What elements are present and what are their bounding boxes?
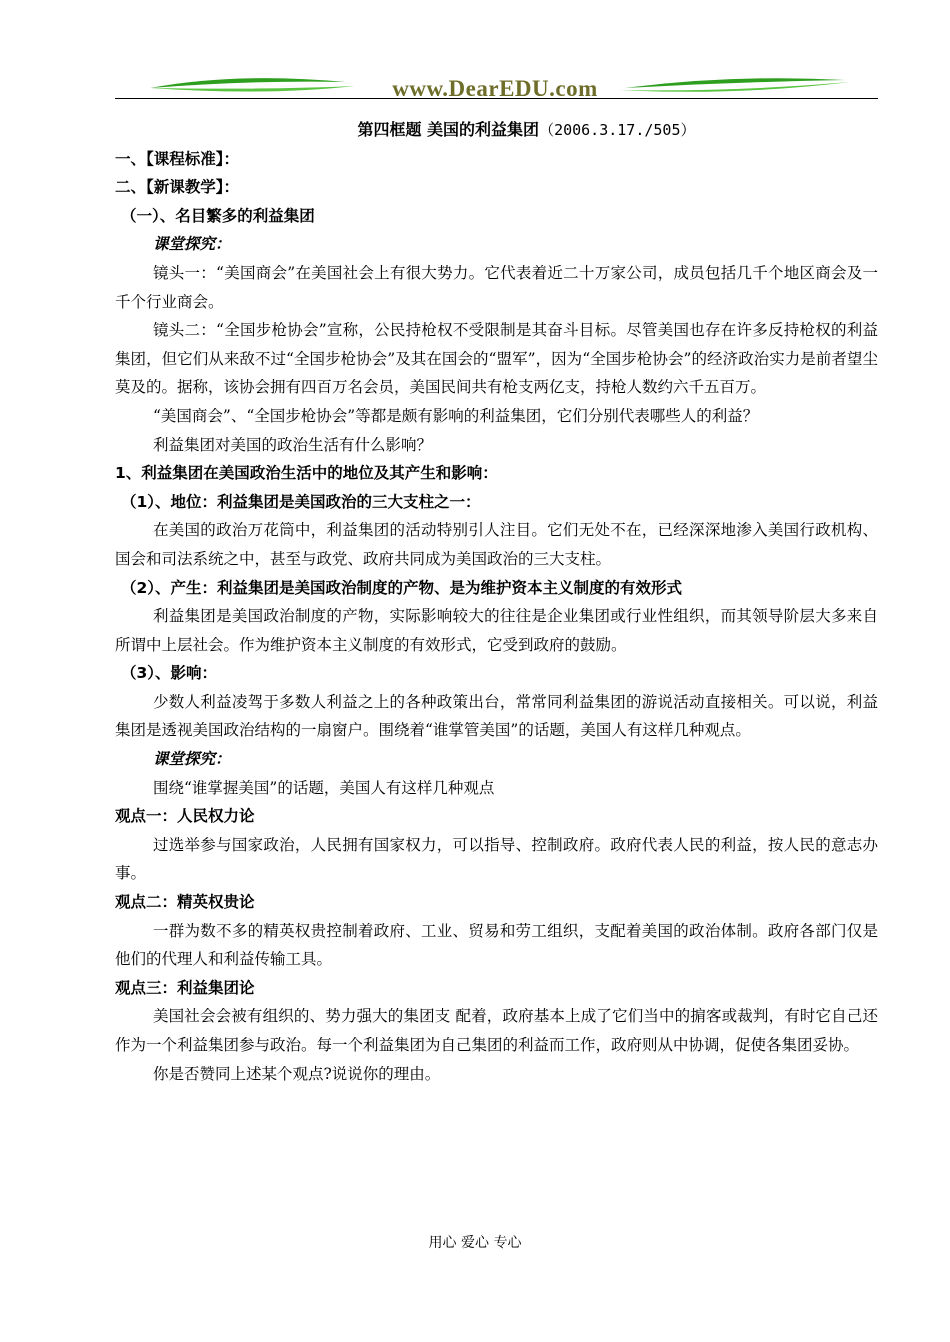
paragraph-view-two: 一群为数不多的精英权贵控制着政府、工业、贸易和劳工组织，支配着美国的政治体制。政府各部门仅是他们的代理人和利益传输工具。 [115, 921, 878, 969]
paragraph-view-one: 过选举参与国家政治，人民拥有国家权力，可以指导、控制政府。政府代表人民的利益，按人民的意志办事。 [115, 835, 878, 883]
view-one-heading: 观点一：人民权力论 [115, 807, 255, 826]
class-explore-label: 课堂探究： [153, 234, 231, 254]
paragraph-influence: 少数人利益凌驾于多数人利益之上的各种政策出台，常常同利益集团的游说活动直接相关。可以说，利益集团是透视美国政治结构的一扇窗户。围绕着“谁掌管美国”的话题，美国人有这样几种观点。 [115, 692, 878, 740]
paragraph-final-question: 你是否赞同上述某个观点?说说你的理由。 [153, 1064, 441, 1083]
title-date: （2006.3.17./505） [539, 121, 696, 139]
site-logo[interactable]: www.DearEDU.com [392, 76, 598, 101]
view-three-heading: 观点三：利益集团论 [115, 978, 255, 997]
header-divider [115, 98, 878, 99]
left-swoosh-shape-2 [150, 86, 355, 92]
page-footer: 用心 爱心 专心 [428, 1235, 522, 1251]
paragraph-shot-one: 镜头一：“美国商会”在美国社会上有很大势力。它代表着近二十万家公司，成员包括几千个地区商会及一千个行业商会。 [115, 263, 878, 311]
title-main: 第四框题 美国的利益集团 [357, 120, 540, 139]
section-heading-standard: 一、【课程标准】： [115, 149, 240, 168]
paragraph-question-one: “美国商会”、“全国步枪协会”等都是颇有影响的利益集团，它们分别代表哪些人的利益？ [153, 406, 759, 425]
heading-origin: （2）、产生：利益集团是美国政治制度的产物、是为维护资本主义制度的有效形式 [121, 578, 683, 597]
page-title [115, 116, 878, 145]
heading-position-origin: 1、利益集团在美国政治生活中的地位及其产生和影响： [115, 464, 498, 483]
right-swoosh-shape [625, 78, 845, 88]
paragraph-views-intro: 围绕“谁掌握美国”的话题，美国人有这样几种观点 [153, 778, 495, 797]
class-explore-label-2: 课堂探究： [153, 749, 231, 769]
paragraph-view-three: 美国社会会被有组织的、势力强大的集团支 配着，政府基本上成了它们当中的掮客或裁判，有时它自己还作为一个利益集团参与政治。每一个利益集团为自己集团的利益而工作，政府则从中协调，促使各集团妥协。 [115, 1007, 878, 1054]
paragraph-position: 在美国的政治万花筒中，利益集团的活动特别引人注目。它们无处不在，已经深深地渗入美国行政机构、国会和司法系统之中，甚至与政党、政府共同成为美国政治的三大支柱。 [115, 521, 878, 568]
heading-influence: （3）、影响： [121, 664, 218, 683]
view-two-heading: 观点二：精英权贵论 [115, 893, 255, 912]
heading-position: （1）、地位：利益集团是美国政治的三大支柱之一： [121, 492, 481, 511]
paragraph-question-two: 利益集团对美国的政治生活有什么影响？ [153, 435, 433, 454]
right-swoosh-shape-2 [620, 82, 850, 92]
subsection-heading-groups: （一）、名目繁多的利益集团 [121, 206, 315, 225]
left-swoosh-shape [150, 78, 345, 88]
section-heading-teaching: 二、【新课教学】： [115, 178, 240, 197]
document-body [115, 116, 878, 1088]
paragraph-origin: 利益集团是美国政治制度的产物，实际影响较大的往往是企业集团或行业性组织，而其领导阶层大多来自所谓中上层社会。作为维护资本主义制度的有效形式，它受到政府的鼓励。 [115, 607, 878, 654]
paragraph-shot-two: 镜头二：“全国步枪协会”宣称，公民持枪权不受限制是其奋斗目标。尽管美国也存在许多反持枪权的利益集团，但它们从来敌不过“全国步枪协会”及其在国会的“盟军”，因为“全国步枪协会”的经济政治实力是前者望尘莫及的。据称，该协会拥有四百万名会员，美国民间共有枪支两亿支，持枪人数约六千五百万。 [115, 321, 878, 397]
